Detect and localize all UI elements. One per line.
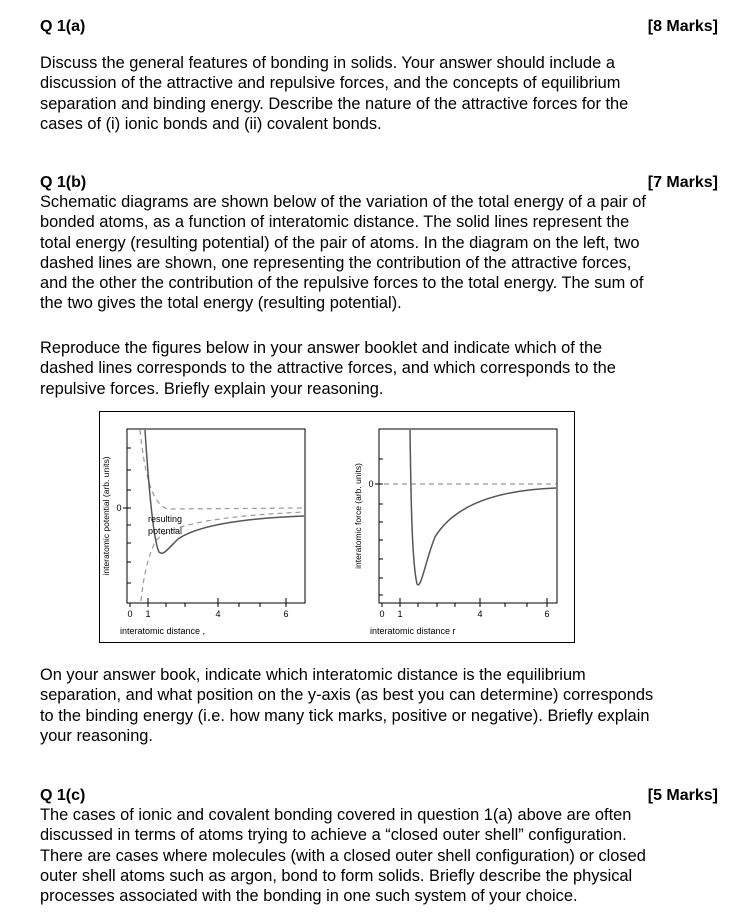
text-line: to the binding energy (i.e. how many tick marks, positive or negative). Briefly explain: [40, 706, 650, 725]
q1c-title: Q 1(c): [40, 787, 86, 804]
q1c-text: [40, 805, 730, 906]
potential-x-tick-label: 1: [145, 609, 151, 619]
text-line: the two gives the total energy (resulting potential).: [40, 294, 402, 313]
force-y-tick-label: 0: [368, 479, 374, 489]
text-line: separation, and what position on the y-axis (as best you can determine) corresponds: [40, 686, 654, 705]
potential-chart: [101, 429, 305, 636]
potential-x-axis-label: interatomic distance ,: [120, 626, 206, 636]
q1b-intro: [40, 192, 730, 314]
q1b-after: [40, 665, 730, 746]
q1c-header: [40, 786, 718, 806]
annotation-resulting: resulting: [148, 514, 183, 524]
text-line: On your answer book, indicate which interatomic distance is the equilibrium: [40, 666, 586, 684]
figure-svg: [100, 412, 576, 644]
text-line: separation and binding energy. Describe the nature of the attractive forces for the: [40, 94, 629, 113]
text-line: Discuss the general features of bonding in solids. Your answer should include a: [40, 54, 615, 72]
potential-x-tick-label: 0: [127, 609, 133, 619]
text-line: processes associated with the bonding in one such system of your choice.: [40, 887, 578, 906]
potential-dashed-line-upper: [140, 430, 304, 509]
force-x-axis-label: interatomic distance r: [370, 626, 456, 636]
text-line: repulsive forces. Briefly explain your reasoning.: [40, 379, 384, 398]
q1a-text: [40, 53, 730, 134]
force-plot-frame: [379, 429, 557, 603]
potential-x-tick-label: 6: [283, 609, 289, 619]
force-x-tick-label: 4: [477, 609, 483, 619]
q1a-header: [40, 17, 718, 37]
q1b-marks: [7 Marks]: [647, 174, 718, 191]
text-line: dashed lines are shown, one representing the contribution of the attractive forces,: [40, 253, 632, 272]
annotation-potential: potential: [148, 526, 183, 536]
text-line: dashed lines corresponds to the attractive forces, and which corresponds to the: [40, 359, 616, 378]
q1b-title: Q 1(b): [40, 174, 87, 191]
force-x-tick-label: 6: [544, 609, 550, 619]
text-line: bonded atoms, as a function of interatomic distance. The solid lines represent the: [40, 213, 630, 232]
text-line: discussion of the attractive and repulsive forces, and the concepts of equilibrium: [40, 74, 621, 93]
text-line: discussed in terms of atoms trying to achieve a “closed outer shell” configuration.: [40, 826, 627, 845]
text-line: There are cases where molecules (with a closed outer shell configuration) or closed: [40, 846, 646, 865]
text-line: outer shell atoms such as argon, bond to form solids. Briefly describe the physical: [40, 866, 633, 885]
text-line: total energy (resulting potential) of the pair of atoms. In the diagram on the left, two: [40, 233, 640, 252]
q1c-marks: [5 Marks]: [647, 787, 718, 804]
potential-y-tick-label: 0: [116, 503, 122, 513]
potential-y-axis-label: interatomic potential (arb. units): [101, 456, 111, 576]
text-line: your reasoning.: [40, 726, 153, 745]
text-line: Reproduce the figures below in your answer booklet and indicate which of the: [40, 339, 603, 357]
force-y-axis-label: interatomic force (arb. units): [353, 463, 363, 569]
force-curve: [410, 430, 556, 585]
q1b-reproduce: [40, 338, 730, 399]
q1a-title: Q 1(a): [40, 18, 86, 35]
q1b-header: [40, 173, 718, 193]
potential-x-tick-label: 4: [215, 609, 221, 619]
force-x-tick-label: 1: [397, 609, 403, 619]
text-line: The cases of ionic and covalent bonding covered in question 1(a) above are often: [40, 806, 632, 824]
force-x-tick-label: 0: [379, 609, 385, 619]
text-line: cases of (i) ionic bonds and (ii) covalent bonds.: [40, 114, 382, 133]
text-line: Schematic diagrams are shown below of the variation of the total energy of a pair of: [40, 193, 646, 211]
figure-panel: [99, 411, 575, 643]
text-line: and the other the contribution of the repulsive forces to the total energy. The sum of: [40, 274, 644, 293]
q1a-marks: [8 Marks]: [647, 18, 718, 35]
force-chart: [353, 429, 557, 636]
